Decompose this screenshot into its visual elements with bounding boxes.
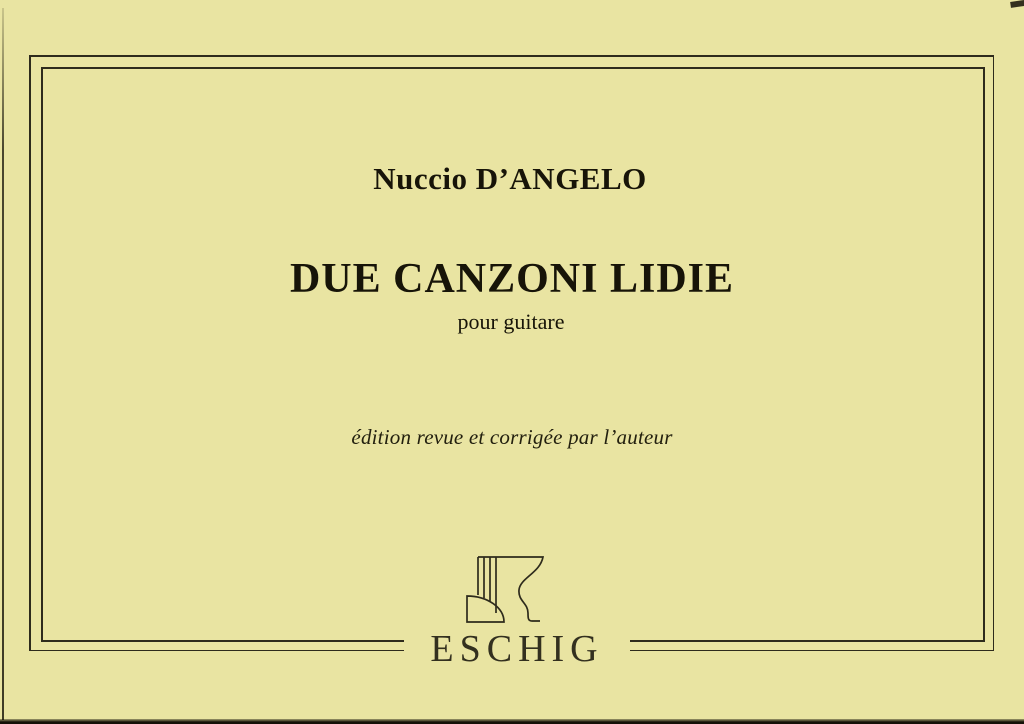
instrumentation-subtitle: pour guitare [457, 309, 565, 334]
scan-edge-bottom-artifact [0, 719, 1024, 724]
border-line-outer-top [29, 55, 994, 57]
guitar-fan-icon [467, 596, 504, 622]
border-line-inner-top [41, 67, 985, 69]
border-line-outer-right [993, 55, 995, 651]
guitar-body-curve-icon [478, 557, 543, 621]
border-line-inner-left [41, 67, 43, 642]
work-title: DUE CANZONI LIDIE [289, 256, 735, 302]
publisher-name: ESCHIG [430, 628, 604, 670]
scan-edge-left-artifact [2, 8, 4, 720]
border-line-inner-right [983, 67, 985, 642]
edition-note: édition revue et corrigée par l’auteur [351, 425, 673, 449]
border-line-outer-left [29, 55, 31, 651]
eschig-guitar-logo [462, 550, 546, 627]
composer-name: Nuccio D’ANGELO [373, 161, 647, 196]
scan-corner-top-right-artifact [1010, 0, 1024, 8]
